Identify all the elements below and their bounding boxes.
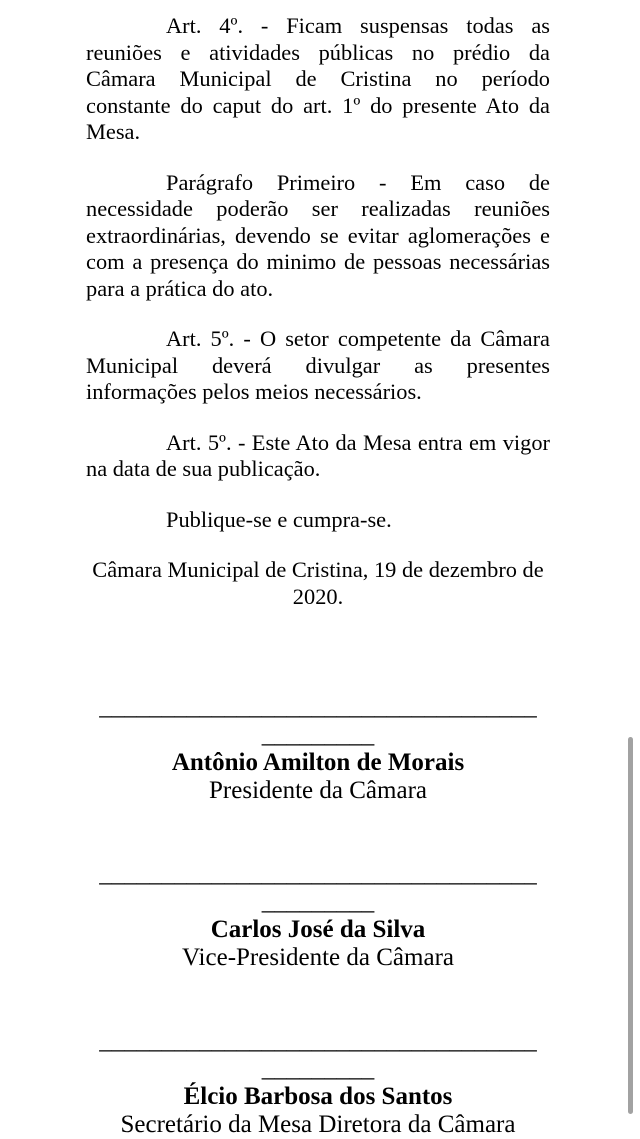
text-line: Art. 4º. - Ficam suspensas todas as bbox=[166, 13, 550, 38]
signature-rule-long: ___________________________________ bbox=[99, 1027, 537, 1054]
signatory-name: Antônio Amilton de Morais bbox=[171, 749, 465, 776]
signature-rule-long: ___________________________________ bbox=[99, 860, 537, 887]
text-line: necessidade poderão ser realizadas reuniões bbox=[86, 196, 550, 221]
text-line: Mesa. bbox=[86, 119, 141, 144]
text-line: Municipal deverá divulgar as presentes bbox=[86, 352, 550, 378]
signature-rule-short: _________ bbox=[261, 1055, 375, 1082]
text-line: 2020. bbox=[292, 583, 344, 609]
text-line: Art. 5º. - Este Ato da Mesa entra em vigor bbox=[166, 429, 550, 455]
signatory-title: Secretário da Mesa Diretora da Câmara bbox=[120, 1111, 516, 1138]
paragraph bbox=[86, 170, 550, 303]
text-line: informações pelos meios necessários. bbox=[86, 379, 422, 404]
signature-rule-short: _________ bbox=[261, 721, 375, 748]
text-line: constante do caput do art. 1º do presente Ato da bbox=[86, 92, 550, 118]
paragraph bbox=[86, 326, 550, 406]
text-line: extraordinárias, devendo se evitar aglomerações e bbox=[86, 222, 550, 248]
text-line: na data de sua publicação. bbox=[86, 456, 321, 481]
signature-block bbox=[86, 693, 550, 805]
text-line: Art. 5º. - O setor competente da Câmara bbox=[166, 326, 550, 351]
scrollbar-thumb[interactable] bbox=[628, 737, 633, 1114]
paragraph bbox=[86, 13, 550, 146]
signature-block bbox=[86, 860, 550, 972]
paragraph bbox=[86, 507, 550, 534]
text-line: Câmara Municipal de Cristina no período bbox=[86, 66, 550, 91]
document-body bbox=[0, 0, 550, 610]
paragraph bbox=[86, 557, 550, 610]
text-line: Câmara Municipal de Cristina, 19 de dezembro de bbox=[92, 557, 544, 582]
text-line: Publique-se e cumpra-se. bbox=[166, 506, 392, 532]
text-line: reuniões e atividades públicas no prédio da bbox=[86, 39, 550, 65]
signature-block bbox=[86, 1027, 550, 1139]
signature-rule-short: _________ bbox=[261, 888, 375, 915]
text-line: para a prática do ato. bbox=[86, 275, 274, 301]
text-line: com a presença do minimo de pessoas necessárias bbox=[86, 249, 550, 274]
text-line: Parágrafo Primeiro - Em caso de bbox=[166, 169, 550, 195]
paragraph bbox=[86, 430, 550, 483]
signatory-name: Élcio Barbosa dos Santos bbox=[183, 1083, 453, 1110]
signatory-name: Carlos José da Silva bbox=[210, 916, 426, 943]
signatory-title: Presidente da Câmara bbox=[209, 777, 427, 804]
signature-rule-long: ___________________________________ bbox=[99, 693, 537, 720]
signatory-title: Vice-Presidente da Câmara bbox=[182, 944, 454, 971]
signature-section bbox=[0, 680, 550, 1139]
